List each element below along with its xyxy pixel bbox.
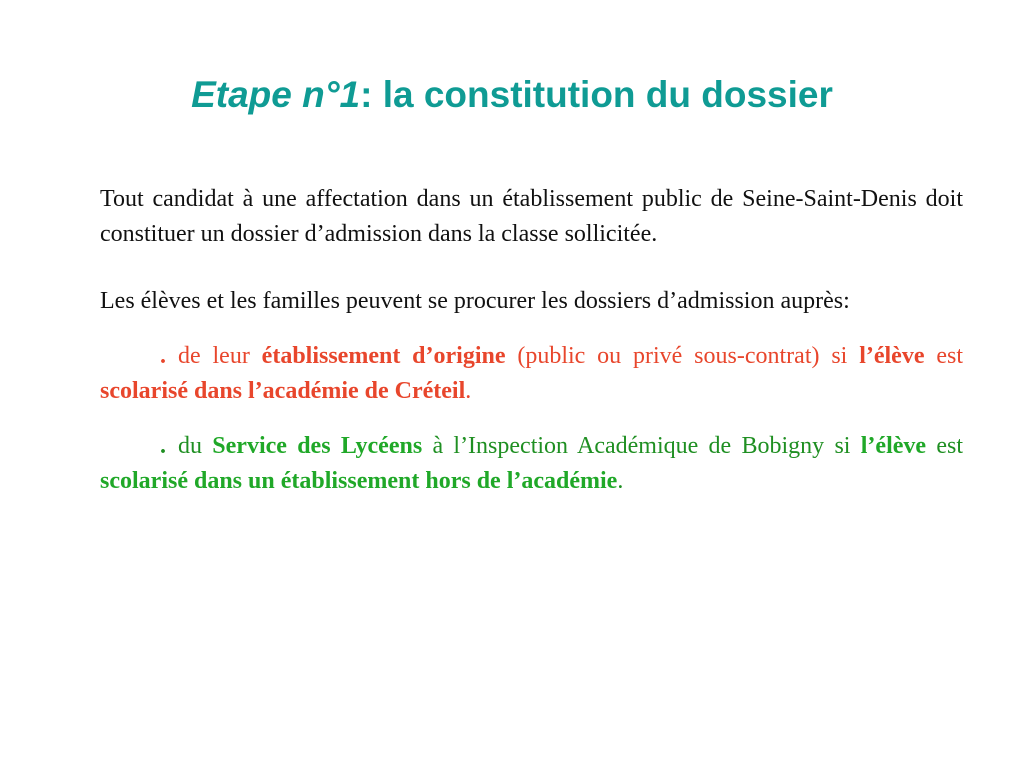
- intro-paragraph: Tout candidat à une affectation dans un établissement public de Seine-Saint-Denis doit constituer un dossier d’admission dans la classe sollicitée.: [100, 186, 963, 247]
- item-bold-text: établissement d’origine: [261, 343, 506, 369]
- item-bold-text: scolarisé dans un établissement hors de l’académie: [100, 468, 618, 494]
- slide-title: [0, 72, 1024, 118]
- list-item-origin-school: [100, 339, 963, 409]
- item-text: de leur: [178, 343, 262, 369]
- bullet-dot: .: [160, 343, 166, 369]
- item-text: .: [465, 378, 472, 404]
- list-item-service-lyceens: [100, 429, 963, 499]
- slide-body: [100, 182, 963, 499]
- item-text: est: [926, 433, 964, 459]
- item-text: (public ou privé sous-contrat) si: [505, 343, 860, 369]
- item-bold-text: Service des Lycéens: [212, 433, 423, 459]
- admission-paragraph: Les élèves et les familles peuvent se procurer les dossiers d’admission auprès:: [100, 288, 850, 314]
- bullet-dot: .: [160, 433, 166, 459]
- item-text: est: [924, 343, 963, 369]
- item-text: à l’Inspection Académique de Bobigny si: [422, 433, 861, 459]
- item-text: .: [617, 468, 624, 494]
- item-bold-text: l’élève: [860, 433, 927, 459]
- item-bold-text: scolarisé dans l’académie de Créteil: [100, 378, 466, 404]
- item-bold-text: l’élève: [859, 343, 925, 369]
- title-text: : la constitution du dossier: [360, 74, 833, 115]
- item-text: du: [178, 433, 213, 459]
- title-step: Etape n°1: [191, 74, 361, 115]
